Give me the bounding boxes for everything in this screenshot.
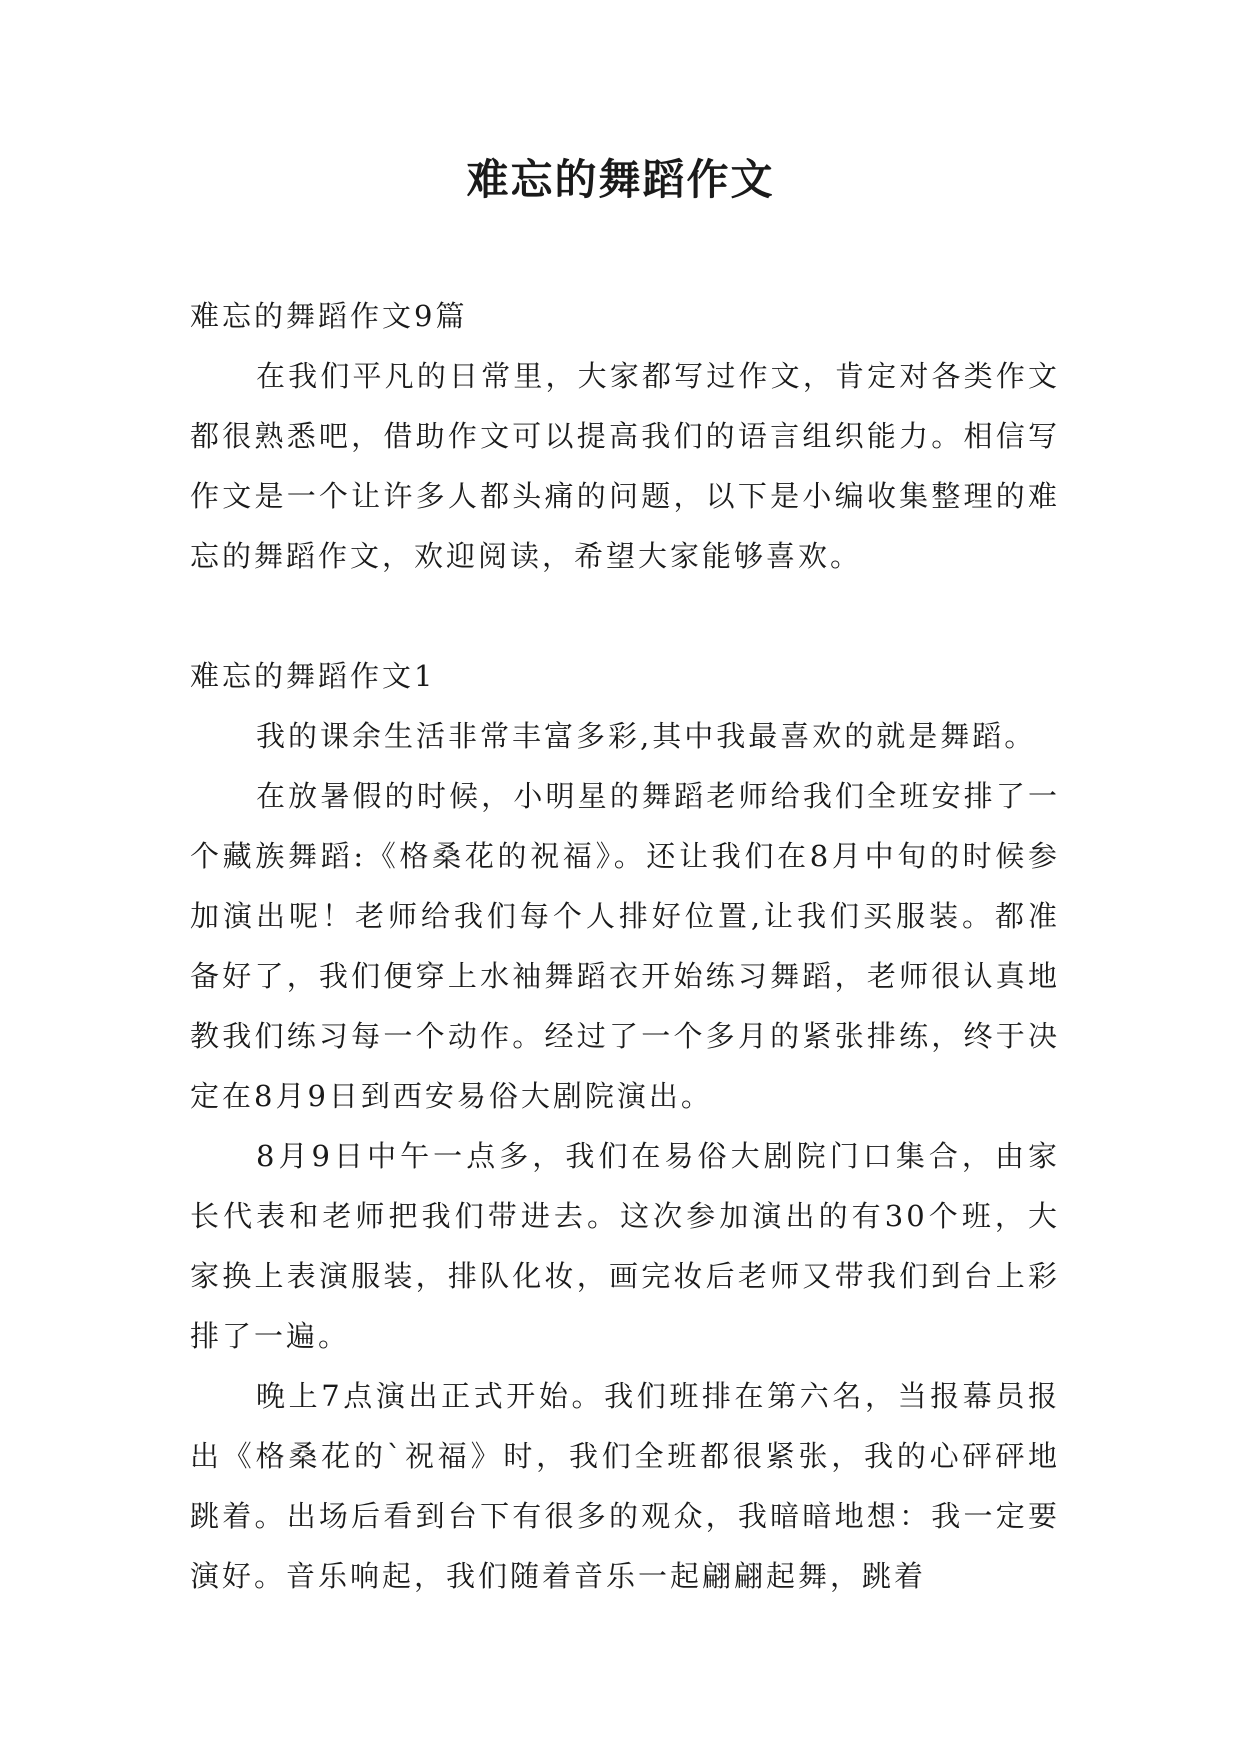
- section-gap: [190, 586, 1060, 646]
- collection-heading: 难忘的舞蹈作文9篇: [190, 299, 468, 333]
- body-paragraph: 8月9日中午一点多，我们在易俗大剧院门口集合，由家长代表和老师把我们带进去。这次参加演出的有30个班，大家换上表演服装，排队化妆，画完妆后老师又带我们到台上彩排了一遍。: [190, 1139, 1060, 1353]
- body-paragraph: 我的课余生活非常丰富多彩,其中我最喜欢的就是舞蹈。: [256, 719, 1037, 753]
- section-heading: 难忘的舞蹈作文1: [190, 659, 436, 693]
- document-title: 难忘的舞蹈作文: [466, 155, 775, 204]
- intro-paragraph: 在我们平凡的日常里，大家都写过作文，肯定对各类作文都很熟悉吧，借助作文可以提高我们的语言组织能力。相信写作文是一个让许多人都头痛的问题，以下是小编收集整理的难忘的舞蹈作文，欢迎阅读，希望大家能够喜欢。: [190, 359, 1060, 573]
- body-paragraph: 晚上7点演出正式开始。我们班排在第六名，当报幕员报出《格桑花的`祝福》时，我们全班都很紧张，我的心砰砰地跳着。出场后看到台下有很多的观众，我暗暗地想：我一定要演好。音乐响起，我们随着音乐一起翩翩起舞，跳着: [190, 1379, 1060, 1593]
- document-body: [190, 286, 1060, 1606]
- body-paragraph: 在放暑假的时候，小明星的舞蹈老师给我们全班安排了一个藏族舞蹈:《格桑花的祝福》。还让我们在8月中旬的时候参加演出呢！老师给我们每个人排好位置,让我们买服装。都准备好了，我们便穿上水袖舞蹈衣开始练习舞蹈，老师很认真地教我们练习每一个动作。经过了一个多月的紧张排练，终于决定在8月9日到西安易俗大剧院演出。: [190, 779, 1060, 1113]
